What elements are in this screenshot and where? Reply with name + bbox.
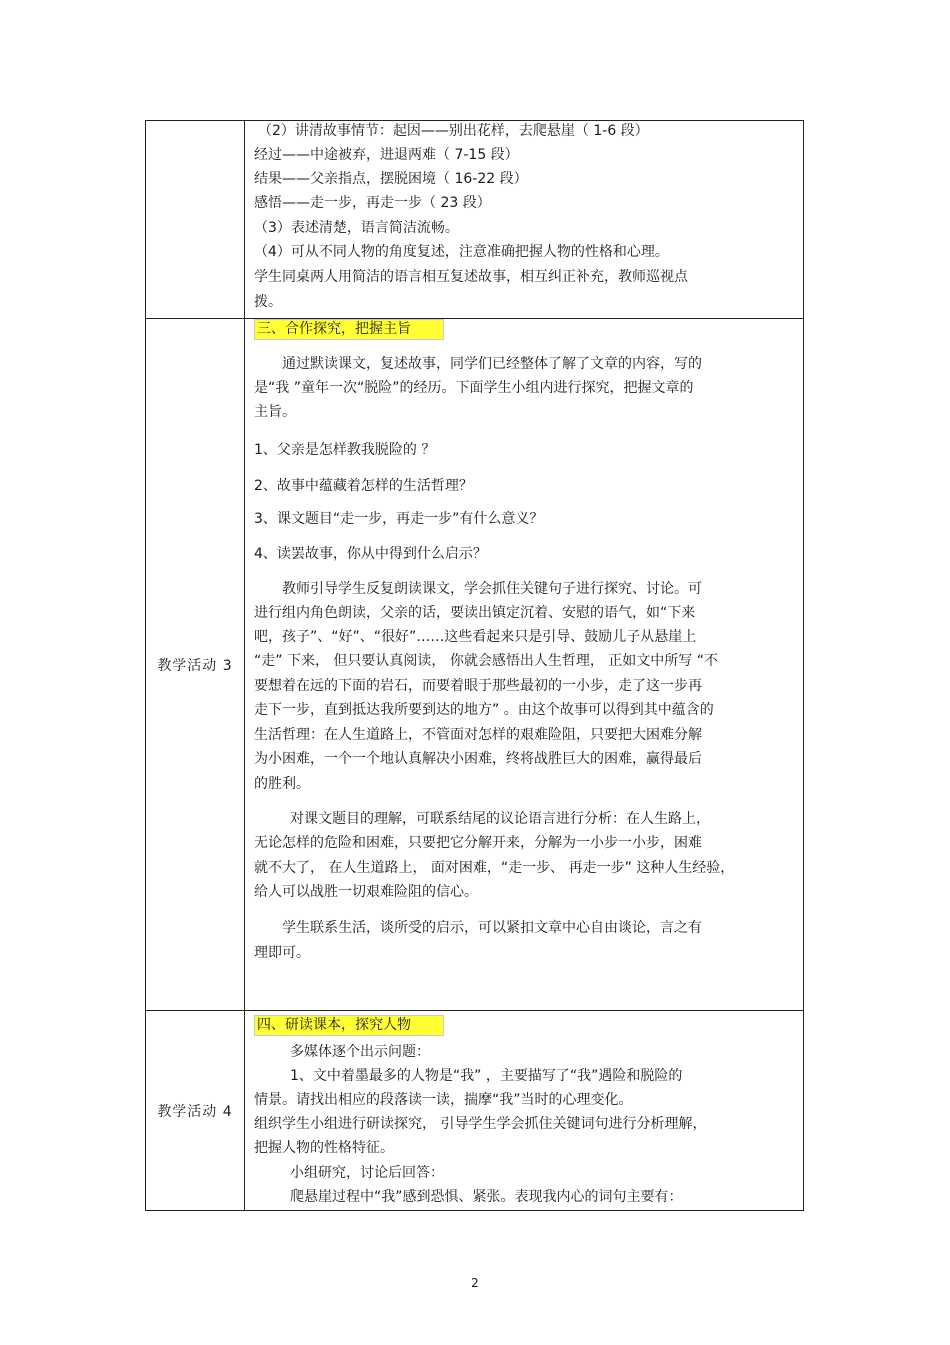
text-line: 多媒体逐个出示问题： xyxy=(290,1044,430,1060)
text-line: 3、课文题目“走一步，再走一步”有什么意义？ xyxy=(254,511,544,527)
text-line: 4、读罢故事，你从中得到什么启示？ xyxy=(254,546,487,562)
section-heading: 三、合作探究，把握主旨 xyxy=(254,319,444,340)
text-line: 情景。请找出相应的段落读一读，揣摩“我”当时的心理变化。 xyxy=(254,1092,633,1108)
text-line: 进行组内角色朗读，父亲的话，要读出镇定沉着、安慰的语气，如“下来 xyxy=(254,605,696,621)
text-line: 是“我 ”童年一次“脱险”的经历。下面学生小组内进行探究，把握文章的 xyxy=(254,380,694,396)
text-line: 吧，孩子”、“好”、“很好”……这些看起来只是引导、鼓励儿子从悬崖上 xyxy=(254,629,697,645)
text-line: 给人可以战胜一切艰难险阻的信心。 xyxy=(254,884,478,900)
text-line: 通过默读课文，复述故事，同学们已经整体了解了文章的内容，写的 xyxy=(282,356,702,372)
text-line: 对课文题目的理解，可联系结尾的议论语言进行分析：在人生路上， xyxy=(290,811,710,827)
text-line: “走” 下来， 但只要认真阅读， 你就会感悟出人生哲理， 正如文中所写 “不 xyxy=(254,653,719,669)
text-line: （2）讲清故事情节：起因——别出花样，去爬悬崖（ 1-6 段） xyxy=(258,123,649,139)
text-line: 感悟——走一步，再走一步（ 23 段） xyxy=(254,195,491,211)
row-label xyxy=(146,121,245,318)
row-label: 教学活动 3 xyxy=(146,319,245,1010)
text-line: 小组研究，讨论后回答： xyxy=(290,1165,444,1181)
text-line: 组织学生小组进行研读探究， 引导学生学会抓住关键词句进行分析理解， xyxy=(254,1116,707,1132)
text-line: 2、故事中蕴藏着怎样的生活哲理？ xyxy=(254,478,473,494)
text-line: 结果——父亲指点，摆脱困境（ 16-22 段） xyxy=(254,171,528,187)
text-line: 拨。 xyxy=(254,294,282,310)
text-line: 1、文中着墨最多的人物是“我” ，主要描写了“我”遇险和脱险的 xyxy=(290,1068,683,1084)
text-line: 就不大了， 在人生道路上， 面对困难，“走一步、 再走一步” 这种人生经验， xyxy=(254,860,735,876)
text-line: 的胜利。 xyxy=(254,776,310,792)
text-line: （4）可从不同人物的角度复述，注意准确把握人物的性格和心理。 xyxy=(254,244,669,260)
text-line: 学生同桌两人用简洁的语言相互复述故事，相互纠正补充，教师巡视点 xyxy=(254,269,688,285)
table-row xyxy=(145,1011,804,1211)
text-line: 教师引导学生反复朗读课文，学会抓住关键句子进行探究、讨论。可 xyxy=(282,581,702,597)
text-line: 主旨。 xyxy=(254,404,296,420)
text-line: 为小困难，一个一个地认真解决小困难，终将战胜巨大的困难，赢得最后 xyxy=(254,751,702,767)
text-line: 把握人物的性格特征。 xyxy=(254,1140,394,1156)
text-line: 爬悬崖过程中“我”感到恐惧、紧张。表现我内心的词句主要有： xyxy=(290,1189,683,1205)
row-label: 教学活动 4 xyxy=(146,1011,245,1210)
text-line: （3）表述清楚，语言简洁流畅。 xyxy=(254,220,459,236)
table-row xyxy=(145,319,804,1011)
section-heading: 四、研读课本，探究人物 xyxy=(254,1015,444,1036)
text-line: 理即可。 xyxy=(254,945,310,961)
text-line: 经过——中途被弃，进退两难（ 7-15 段） xyxy=(254,147,519,163)
text-line: 生活哲理：在人生道路上，不管面对怎样的艰难险阻，只要把大困难分解 xyxy=(254,727,702,743)
text-line: 学生联系生活，谈所受的启示，可以紧扣文章中心自由谈论，言之有 xyxy=(282,920,702,936)
page-number: 2 xyxy=(471,1276,479,1290)
text-line: 无论怎样的危险和困难，只要把它分解开来，分解为一小步一小步，困难 xyxy=(254,835,702,851)
text-line: 要想着在远的下面的岩石，而要着眼于那些最初的一小步，走了这一步再 xyxy=(254,678,702,694)
table-row xyxy=(145,120,804,319)
text-line: 1、父亲是怎样教我脱险的 ？ xyxy=(254,442,436,458)
text-line: 走下一步，直到抵达我所要到达的地方” 。由这个故事可以得到其中蕴含的 xyxy=(254,702,714,718)
